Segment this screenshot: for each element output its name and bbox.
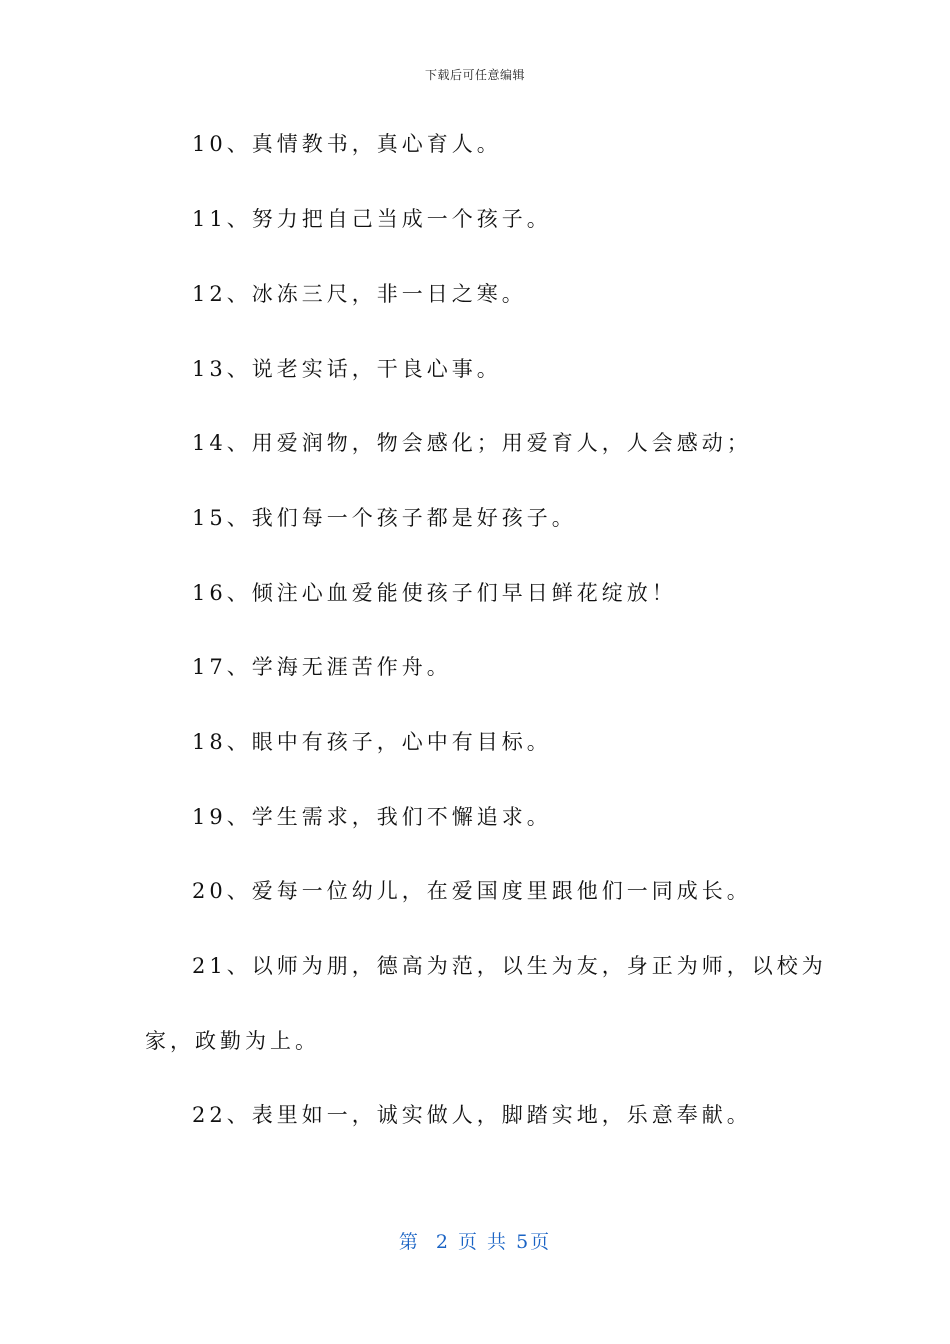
text-line: 12、冰冻三尺，非一日之寒。 — [192, 282, 527, 306]
text-line: 16、倾注心血爱能使孩子们早日鲜花绽放！ — [192, 581, 677, 605]
text-line: 17、学海无涯苦作舟。 — [192, 655, 452, 679]
text-line: 11、努力把自己当成一个孩子。 — [192, 207, 552, 231]
text-line: 21、以师为朋，德高为范，以生为友，身正为师，以校为 — [192, 954, 827, 978]
text-line: 家，政勤为上。 — [145, 1029, 320, 1053]
text-line: 14、用爱润物，物会感化；用爱育人，人会感动； — [192, 431, 752, 455]
text-line: 15、我们每一个孩子都是好孩子。 — [192, 506, 577, 530]
text-line: 20、爱每一位幼儿，在爱国度里跟他们一同成长。 — [192, 879, 752, 903]
page-header: 下载后可任意编辑 — [424, 68, 525, 82]
text-line: 13、说老实话，干良心事。 — [192, 357, 502, 381]
text-line: 10、真情教书，真心育人。 — [192, 132, 502, 156]
page-number: 第 2 页 共 5页 — [398, 1231, 552, 1253]
text-line: 19、学生需求，我们不懈追求。 — [192, 805, 552, 829]
text-line: 18、眼中有孩子，心中有目标。 — [192, 730, 552, 754]
text-line: 22、表里如一，诚实做人，脚踏实地，乐意奉献。 — [192, 1103, 752, 1127]
